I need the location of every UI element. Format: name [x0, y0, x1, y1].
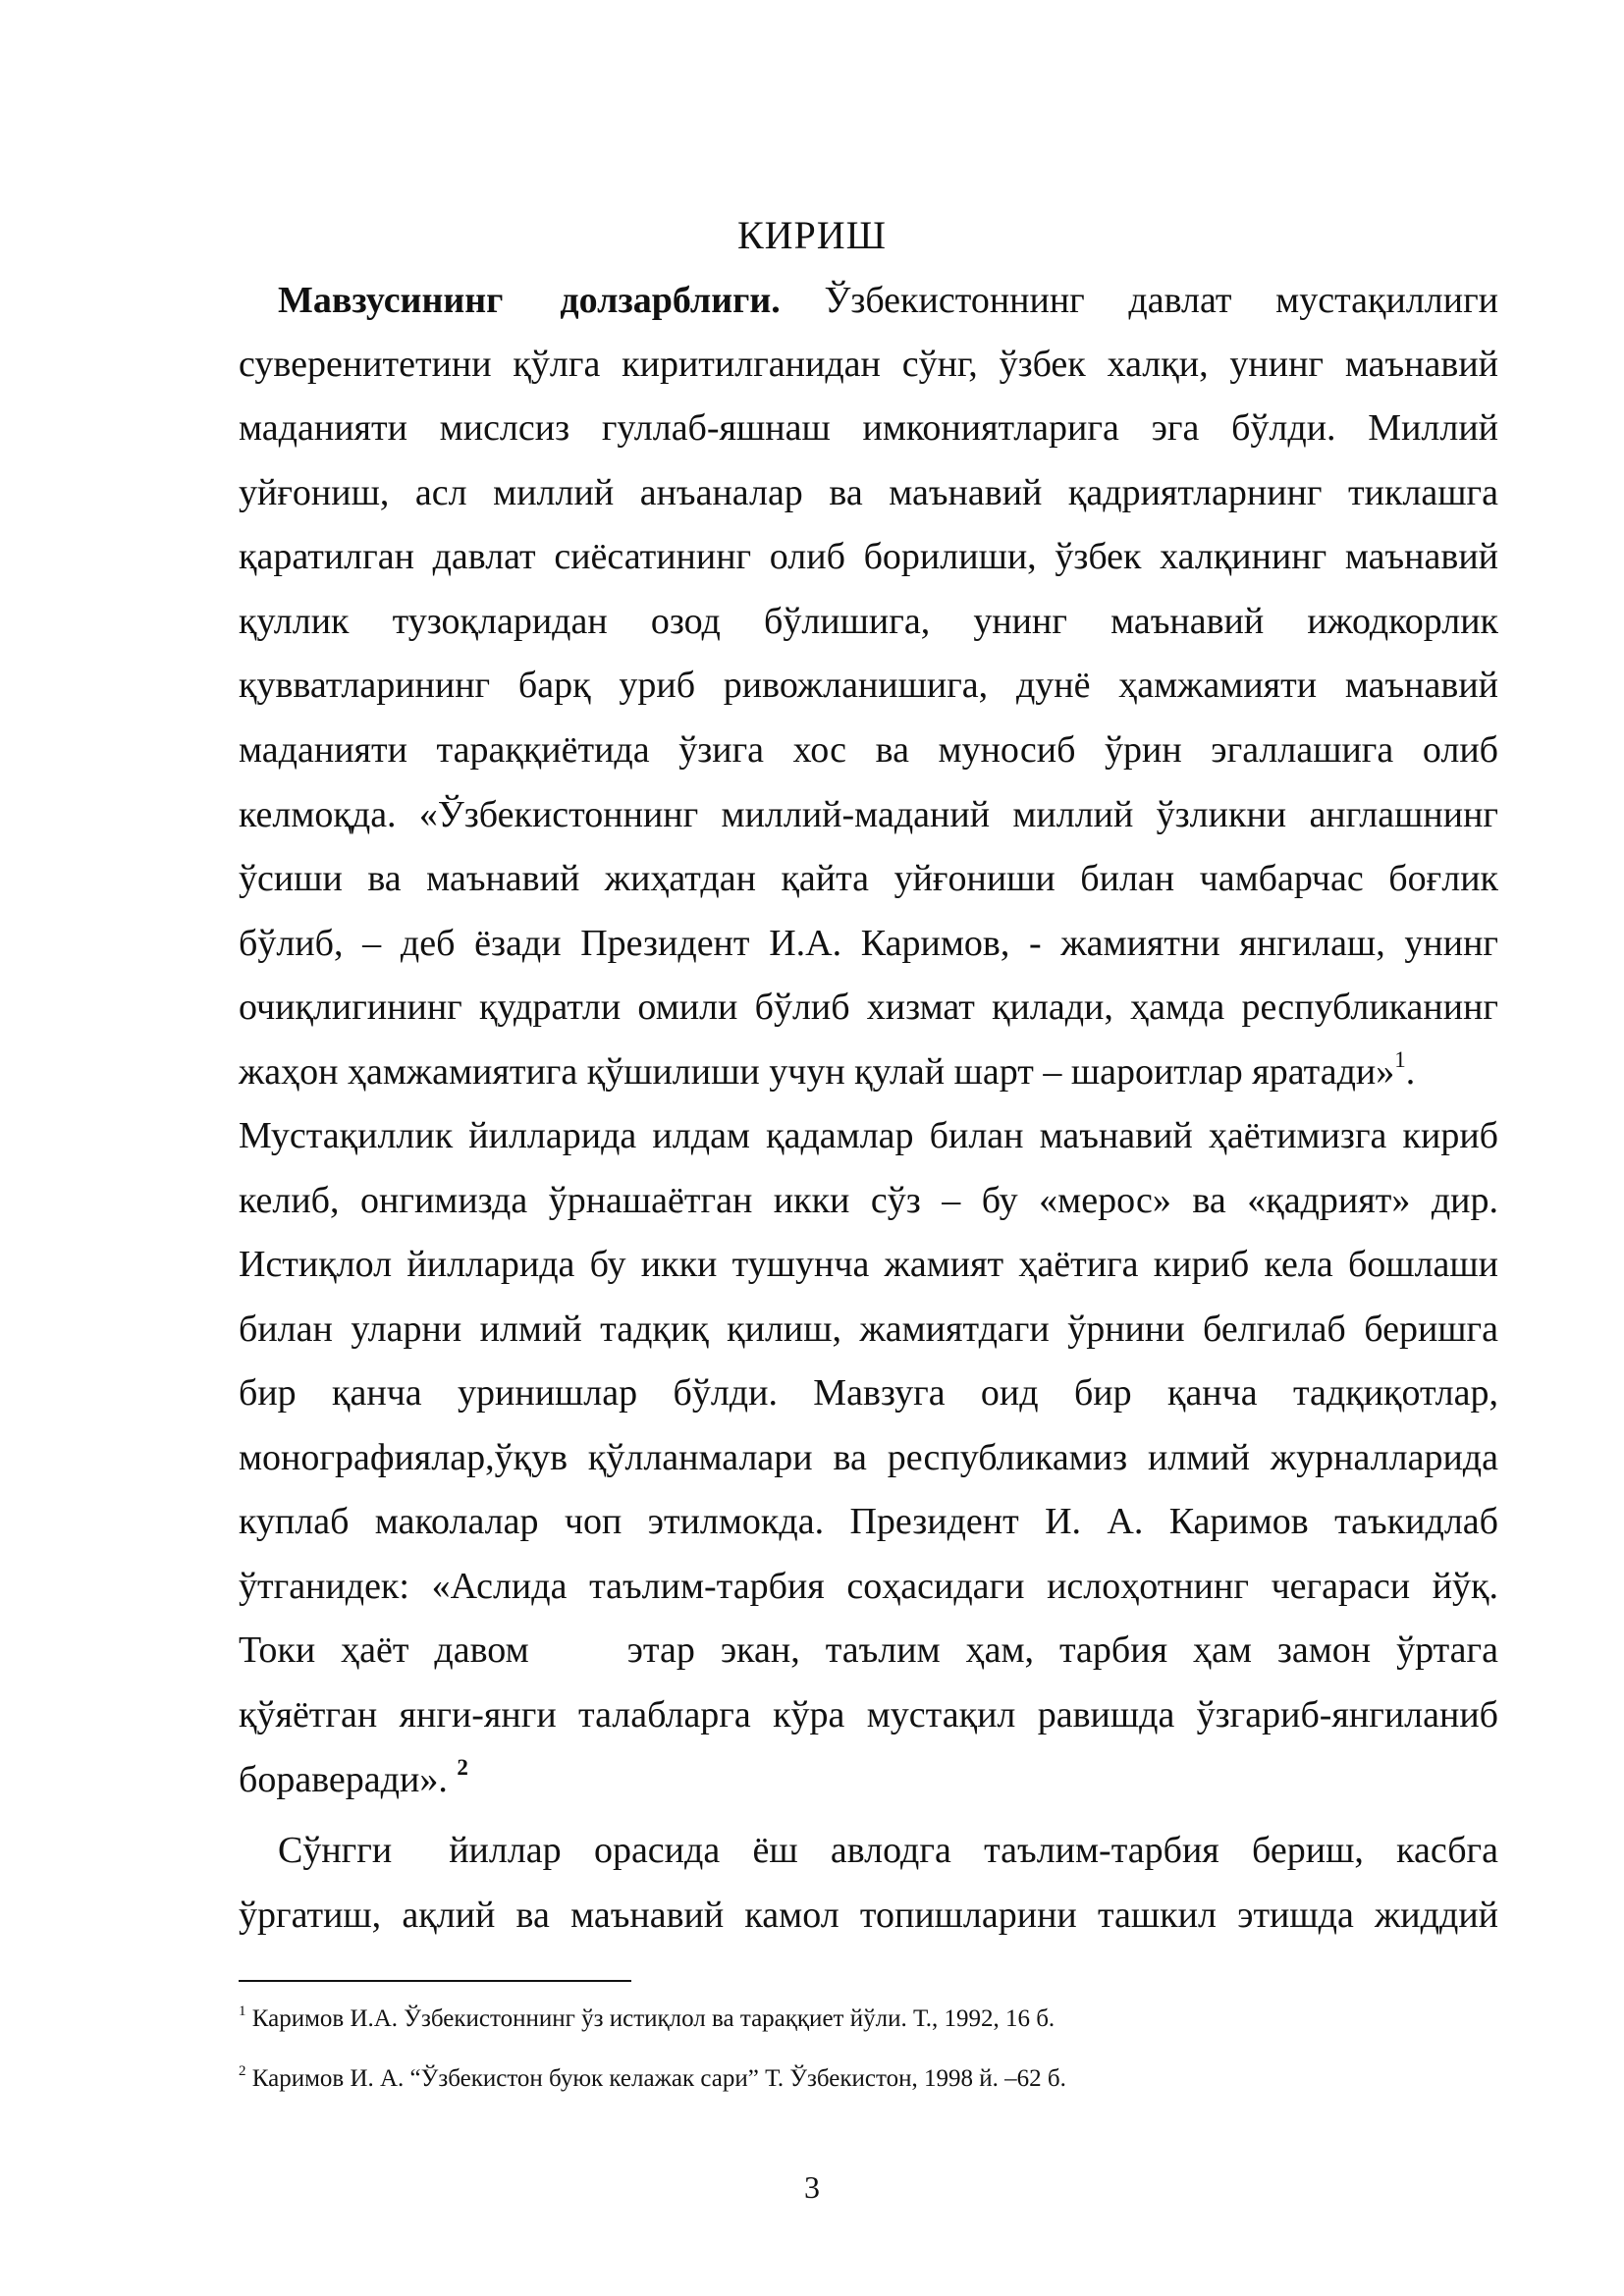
lead-bold-term: Мавзусининг	[278, 280, 504, 321]
footnote-ref: 2	[457, 1755, 468, 1780]
text-fragment: бораверади».	[239, 1759, 448, 1800]
text-line: суверенитетини қўлга киритилганидан сўнг, ўзбек халқи, унинг маънавий	[239, 344, 1498, 385]
text-line: қувватларининг барқ уриб ривожланишига, дунё ҳамжамияти маънавий	[239, 665, 1498, 706]
footnote-mark: 2	[239, 2063, 246, 2079]
text-line: маданияти тараққиётида ўзига хос ва муносиб ўрин эгаллашига олиб	[239, 729, 1498, 771]
text-fragment: Ўзбекистоннинг давлат мустақиллиги	[824, 280, 1498, 321]
text-line: монографиялар,ўқув қўлланмалари ва республикамиз илмий журналларида	[239, 1437, 1498, 1478]
footnote-mark: 1	[239, 2003, 246, 2019]
footnote-separator	[239, 1980, 631, 1982]
text-line: қўяётган янги-янги талабларга кўра мустақил равишда ўзгариб-янгиланиб	[239, 1694, 1498, 1735]
text-line: куплаб маколалар чоп этилмокда. Президент И. А. Каримов таъкидлаб	[239, 1501, 1498, 1542]
footnote	[239, 1998, 1498, 2041]
text-line: жаҳон ҳамжамиятига қўшилиши учун қулай шарт – шароитлар яратади»$^1$.	[239, 1047, 1416, 1093]
text-fragment: йиллар орасида ёш авлодга таълим-тарбия бериш, касбга	[449, 1830, 1498, 1871]
text-line	[239, 1621, 1498, 1680]
text-fragment: Сўнгги	[278, 1830, 393, 1871]
text-line: келмоқда. «Ўзбекистоннинг миллий-маданий миллий ўзликни англашнинг	[239, 794, 1498, 835]
text-line: ўтганидек: «Аслида таълим-тарбия соҳасидаги ислоҳотнинг чегараси йўқ.	[239, 1566, 1498, 1607]
text-line	[278, 271, 1498, 330]
text-line: бўлиб, – деб ёзади Президент И.А. Каримов, - жамиятни янгилаш, унинг	[239, 923, 1498, 964]
text-line: қаратилган давлат сиёсатининг олиб борилиши, ўзбек халқининг маънавий	[239, 536, 1498, 577]
text-line: ўргатиш, ақлий ва маънавий камол топишларини ташкил этишда жиддий	[239, 1895, 1498, 1936]
text-line: Мустақиллик йилларида илдам қадамлар билан маънавий ҳаётимизга кириб	[239, 1115, 1498, 1156]
footnote-text: Каримов И.А. Ўзбекистоннинг ўз истиқлол ва тараққиет йўли. Т., 1992, 16 б.	[251, 2005, 1056, 2032]
text-line: қуллик тузоқларидан озод бўлишига, унинг маънавий ижодкорлик	[239, 601, 1498, 642]
text-line: ўсиши ва маънавий жиҳатдан қайта уйғониши билан чамбарчас боғлик	[239, 858, 1498, 899]
page-number: 3	[804, 2169, 820, 2205]
text-line: билан уларни илмий тадқиқ қилиш, жамиятдаги ўрнини белгилаб беришга	[239, 1308, 1498, 1350]
footnote	[239, 2057, 1498, 2101]
text-line: маданияти мислсиз гуллаб-яшнаш имкониятларига эга бўлди. Миллий	[239, 407, 1498, 449]
text-line	[278, 1821, 1498, 1880]
text-fragment: этар экан, таълим ҳам, тарбия ҳам замон ўртага	[626, 1629, 1498, 1671]
footnote-ref: 1	[1394, 1047, 1406, 1072]
text-fragment: Токи ҳаёт давом	[239, 1629, 529, 1671]
text-line	[239, 1750, 1498, 1809]
text-line: очиқлигининг қудратли омили бўлиб хизмат қилади, ҳамда республиканинг	[239, 987, 1498, 1028]
text-fragment: жаҳон ҳамжамиятига қўшилиши учун қулай шарт – шароитлар яратади»	[239, 1051, 1395, 1093]
text-line: Истиқлол йилларида бу икки тушунча жамият ҳаётига кириб кела бошлаши	[239, 1244, 1498, 1285]
text-line: уйғониш, асл миллий анъаналар ва маънавий қадриятларнинг тиклашга	[239, 472, 1498, 513]
page-heading: КИРИШ	[736, 213, 888, 257]
footnote-text: Каримов И. А. “Ўзбекистон буюк келажак сари” Т. Ўзбекистон, 1998 й. –62 б.	[251, 2065, 1066, 2092]
text-line: келиб, онгимизда ўрнашаётган икки сўз – бу «мерос» ва «қадрият» дир.	[239, 1180, 1498, 1221]
lead-bold-term: долзарблиги.	[560, 280, 781, 321]
text-line: бир қанча уринишлар бўлди. Мавзуга оид бир қанча тадқиқотлар,	[239, 1372, 1498, 1414]
